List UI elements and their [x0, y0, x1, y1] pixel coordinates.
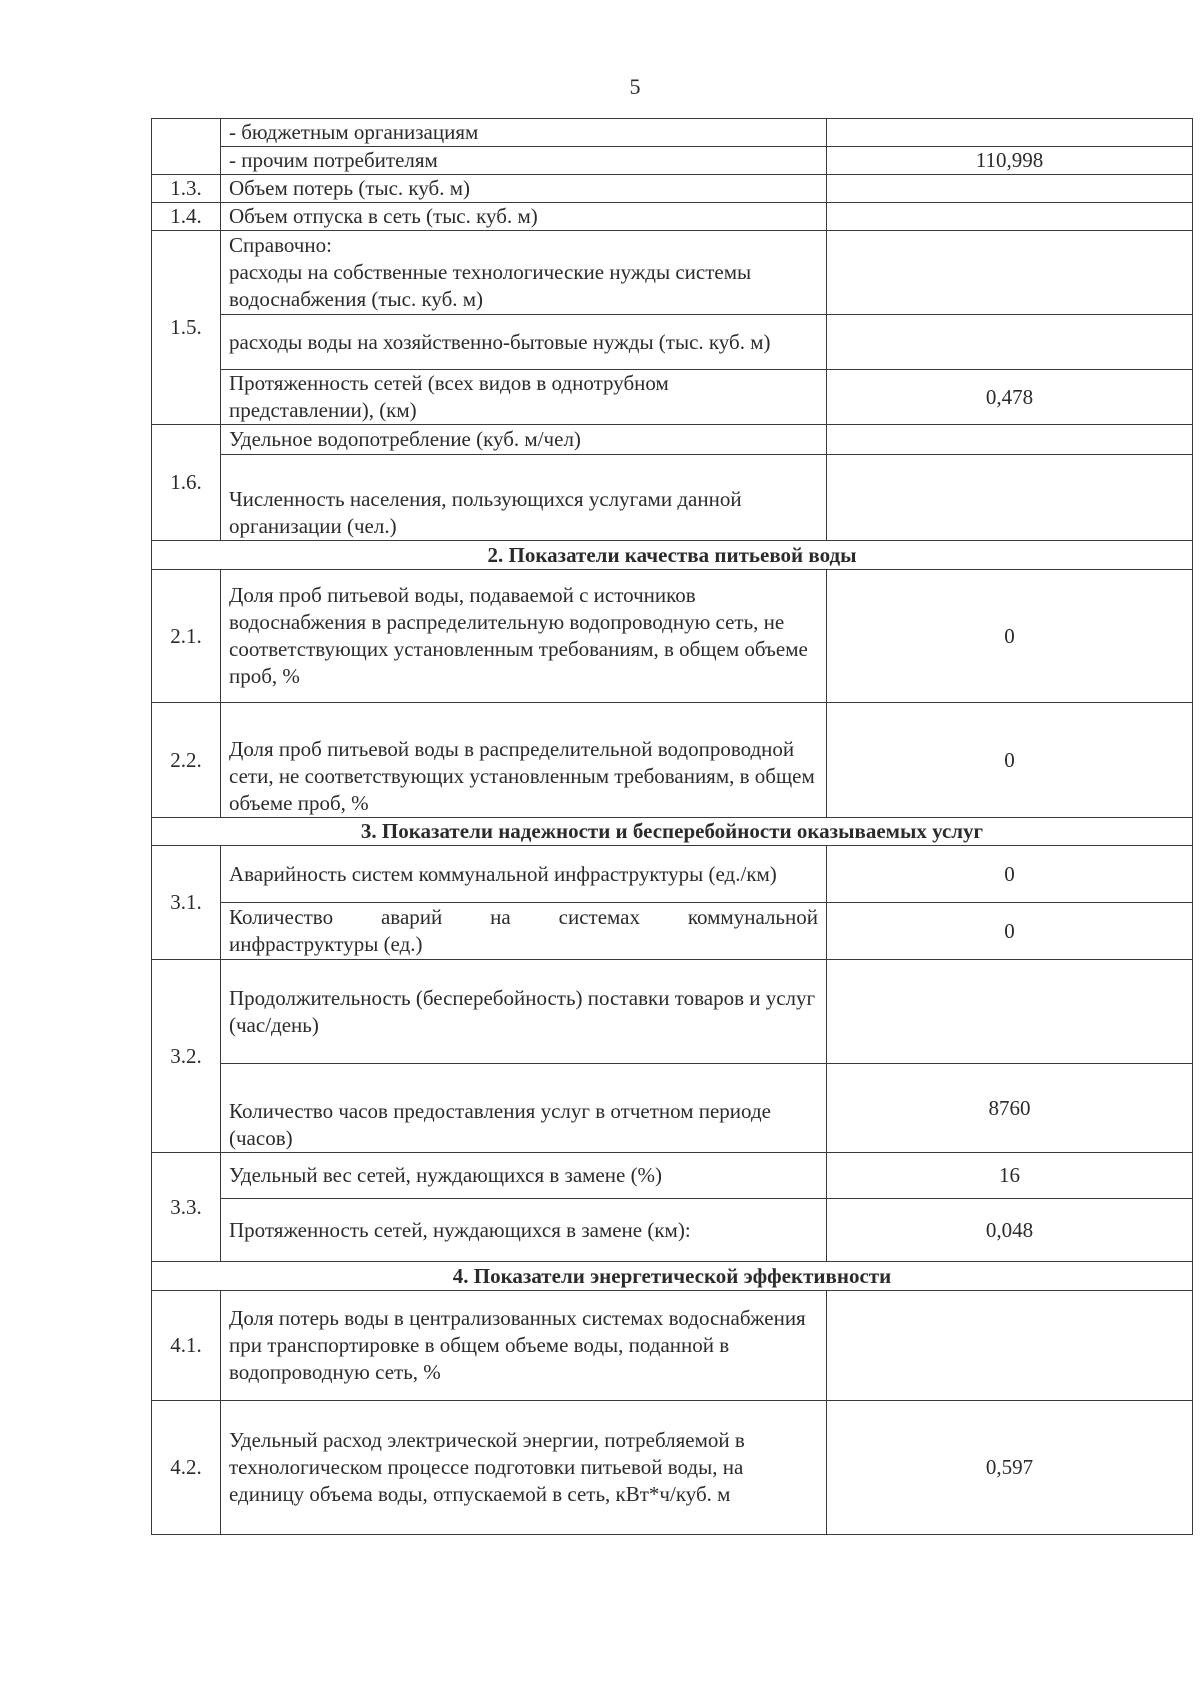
section-title: 3. Показатели надежности и бесперебойности оказываемых услуг — [152, 818, 1193, 846]
row-value: 0,048 — [827, 1199, 1193, 1262]
row-name: Доля потерь воды в централизованных системах водоснабжения при транспортировке в общем объеме воды, поданной в водопроводную сеть, % — [221, 1291, 827, 1401]
row-value — [827, 1291, 1193, 1401]
row-number: 3.2. — [152, 960, 221, 1153]
row-name-line: Количество аварий на системах коммунальной — [229, 905, 818, 929]
indicators-table — [151, 118, 1193, 1535]
row-number: 1.4. — [152, 203, 221, 231]
row-number: 3.3. — [152, 1153, 221, 1262]
row-value: 0 — [827, 570, 1193, 703]
row-number: 4.1. — [152, 1291, 221, 1401]
row-name: расходы воды на хозяйственно-бытовые нужды (тыс. куб. м) — [221, 315, 827, 370]
table-row — [152, 455, 1193, 541]
row-name: Удельное водопотребление (куб. м/чел) — [221, 425, 827, 455]
row-value — [827, 203, 1193, 231]
row-value: 0 — [827, 903, 1193, 960]
row-value: 0 — [827, 846, 1193, 903]
row-value — [827, 455, 1193, 541]
row-value — [827, 960, 1193, 1064]
row-name-text: расходы на собственные технологические нужды системы водоснабжения (тыс. куб. м) — [229, 260, 752, 311]
row-name: Продолжительность (бесперебойность) поставки товаров и услуг (час/день) — [221, 960, 827, 1064]
section-title: 2. Показатели качества питьевой воды — [152, 541, 1193, 570]
row-name: Аварийность систем коммунальной инфраструктуры (ед./км) — [221, 846, 827, 903]
row-name: Доля проб питьевой воды в распределительной водопроводной сети, не соответствующих установленным требованиям, в общем объеме проб, % — [221, 703, 827, 818]
row-name — [221, 903, 827, 960]
table-row — [152, 147, 1193, 175]
table-row — [152, 570, 1193, 703]
row-name: Протяженность сетей (всех видов в однотрубном представлении), (км) — [221, 370, 827, 425]
row-number: 1.6. — [152, 425, 221, 541]
row-name — [221, 231, 827, 315]
section-header-row — [152, 541, 1193, 570]
row-number: 1.3. — [152, 175, 221, 203]
page-number: 5 — [629, 74, 641, 99]
row-number: 1.5. — [152, 231, 221, 425]
table-row — [152, 370, 1193, 425]
row-value: 8760 — [827, 1064, 1193, 1153]
row-name: Удельный расход электрической энергии, потребляемой в технологическом процессе подготовки питьевой воды, на единицу объема воды, отпускаемой в сеть, кВт*ч/куб. м — [221, 1401, 827, 1535]
row-value: 0 — [827, 703, 1193, 818]
row-number: 4.2. — [152, 1401, 221, 1535]
row-name: Доля проб питьевой воды, подаваемой с источников водоснабжения в распределительную водопроводную сеть, не соответствующих установленным требованиям, в общем объеме проб, % — [221, 570, 827, 703]
row-name: - прочим потребителям — [221, 147, 827, 175]
table-row — [152, 119, 1193, 147]
table-row — [152, 1153, 1193, 1199]
row-number: 2.2. — [152, 703, 221, 818]
row-value — [827, 175, 1193, 203]
row-value — [827, 425, 1193, 455]
section-header-row — [152, 818, 1193, 846]
table-row — [152, 1401, 1193, 1535]
table-row — [152, 703, 1193, 818]
row-value: 0,597 — [827, 1401, 1193, 1535]
row-value — [827, 315, 1193, 370]
row-value — [827, 231, 1193, 315]
table-row — [152, 903, 1193, 960]
row-name: Объем отпуска в сеть (тыс. куб. м) — [221, 203, 827, 231]
reference-label: Справочно: — [229, 233, 332, 257]
table-row — [152, 1064, 1193, 1153]
row-number: 3.1. — [152, 846, 221, 960]
row-name-line: инфраструктуры (ед.) — [229, 932, 423, 956]
table-row — [152, 203, 1193, 231]
row-name: Численность населения, пользующихся услугами данной организации (чел.) — [221, 455, 827, 541]
row-value — [827, 119, 1193, 147]
table-row — [152, 1199, 1193, 1262]
row-name: - бюджетным организациям — [221, 119, 827, 147]
table-row — [152, 175, 1193, 203]
row-name: Объем потерь (тыс. куб. м) — [221, 175, 827, 203]
row-name: Протяженность сетей, нуждающихся в замене (км): — [221, 1199, 827, 1262]
section-title: 4. Показатели энергетической эффективности — [152, 1262, 1193, 1291]
table-row — [152, 231, 1193, 315]
table-row — [152, 846, 1193, 903]
table-row — [152, 960, 1193, 1064]
row-value: 0,478 — [827, 370, 1193, 425]
row-name: Удельный вес сетей, нуждающихся в замене (%) — [221, 1153, 827, 1199]
table-row — [152, 425, 1193, 455]
row-value: 16 — [827, 1153, 1193, 1199]
row-number: 2.1. — [152, 570, 221, 703]
table-row — [152, 315, 1193, 370]
row-value: 110,998 — [827, 147, 1193, 175]
section-header-row — [152, 1262, 1193, 1291]
row-number-cell — [152, 119, 221, 175]
row-name: Количество часов предоставления услуг в отчетном периоде (часов) — [221, 1064, 827, 1153]
table-row — [152, 1291, 1193, 1401]
